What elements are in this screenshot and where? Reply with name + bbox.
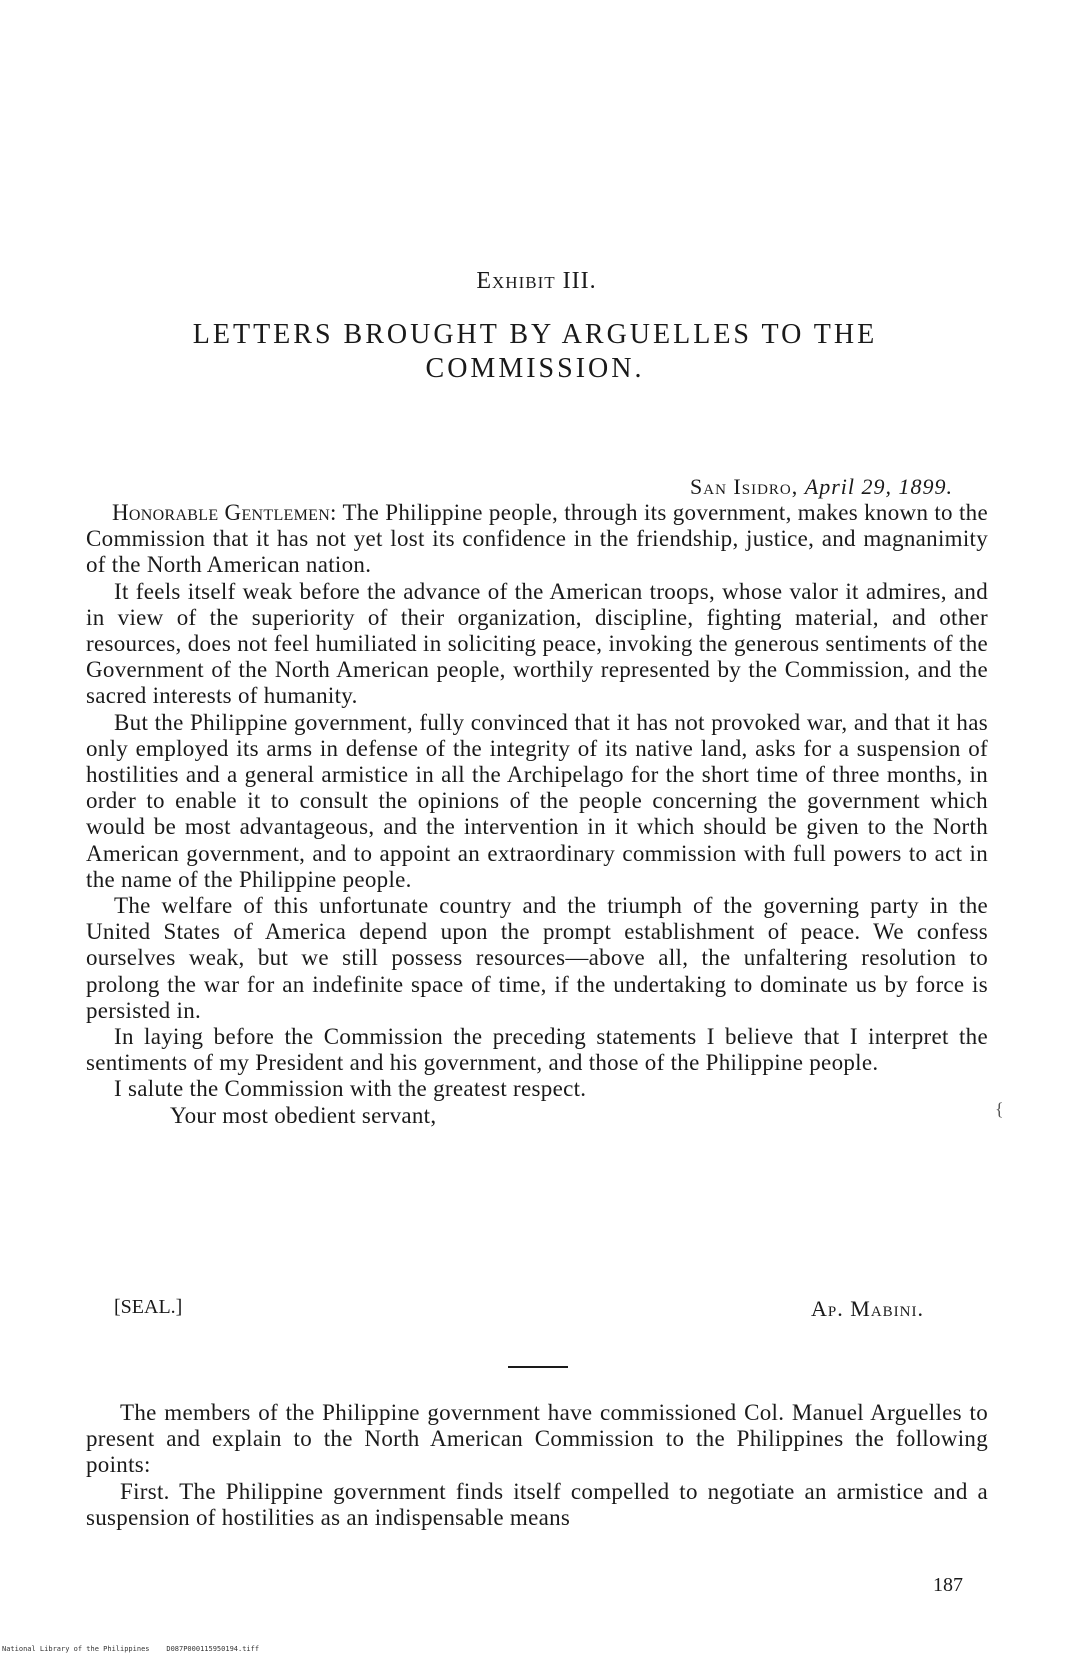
paragraph: The members of the Philippine government have commissioned Col. Manuel Arguelles to present and explain to the North American Commission to the Philippines the following points:	[86, 1400, 988, 1478]
paragraph: The welfare of this unfortunate country and the triumph of the governing party in the United States of America depend upon the prompt establishment of peace. We confess ourselves weak, but we still possess resources—above all, the unfaltering resolution to prolong the war for an indefinite space of time, if the undertaking to dominate us by force is persisted in.	[86, 893, 988, 1023]
dateline-place: San Isidro,	[690, 474, 799, 499]
page-number: 187	[933, 1574, 963, 1596]
paragraph-text: The Philippine people, through its government, makes known to the Commission that it has not yet lost its confidence in the friendship, justice, and magnanimity of the North American nation.	[86, 500, 988, 578]
paragraph: It feels itself weak before the advance of the American troops, whose valor it admires, and in view of the superiority of their organization, discipline, fighting material, and other resources, does not feel humiliated in soliciting peace, invoking the generous sentiments of the Government of the North American people, worthily represented by the Commission, and the sacred interests of humanity.	[86, 578, 988, 709]
paragraph: But the Philippine government, fully convinced that it has not provoked war, and that it has only employed its arms in defense of the integrity of its native land, asks for a suspension of hostilities and a general armistice in all the Archipelago for the short time of three months, in order to enable it to consult the opinions of the people concerning the government which would be most advantageous, and the intervention in it which should be given to the North American government, and to appoint an extraordinary commission with full powers to act in the name of the Philippine people.	[86, 709, 988, 892]
dateline	[690, 474, 953, 500]
signature: Ap. Mabini.	[811, 1296, 924, 1321]
dateline-date: April 29, 1899.	[804, 474, 953, 499]
closing: Your most obedient servant,	[170, 1102, 437, 1128]
paragraph	[86, 500, 988, 579]
paragraph: In laying before the Commission the preceding statements I believe that I interpret the sentiments of my President and his government, and those of the Philippine people.	[86, 1024, 988, 1076]
exhibit-heading: Exhibit III.	[476, 268, 597, 294]
paragraph: First. The Philippine government finds itself compelled to negotiate an armistice and a suspension of hostilities as an indispensable means	[86, 1478, 988, 1530]
paragraph: I salute the Commission with the greatest respect.	[114, 1076, 587, 1102]
document-title	[70, 318, 1000, 386]
section-divider	[508, 1366, 568, 1368]
seal-mark: [SEAL.]	[114, 1296, 183, 1318]
title-line-2: COMMISSION.	[425, 353, 645, 384]
margin-bracket-mark: {	[995, 1099, 1004, 1119]
letter-2-body	[86, 1400, 988, 1531]
salutation: Honorable Gentlemen:	[112, 500, 337, 525]
letter-1-body	[86, 500, 988, 1129]
scan-footer: National Library of the Philippines D087P000115950194.tiff	[2, 1645, 260, 1653]
title-line-1: LETTERS BROUGHT BY ARGUELLES TO THE	[192, 319, 878, 350]
